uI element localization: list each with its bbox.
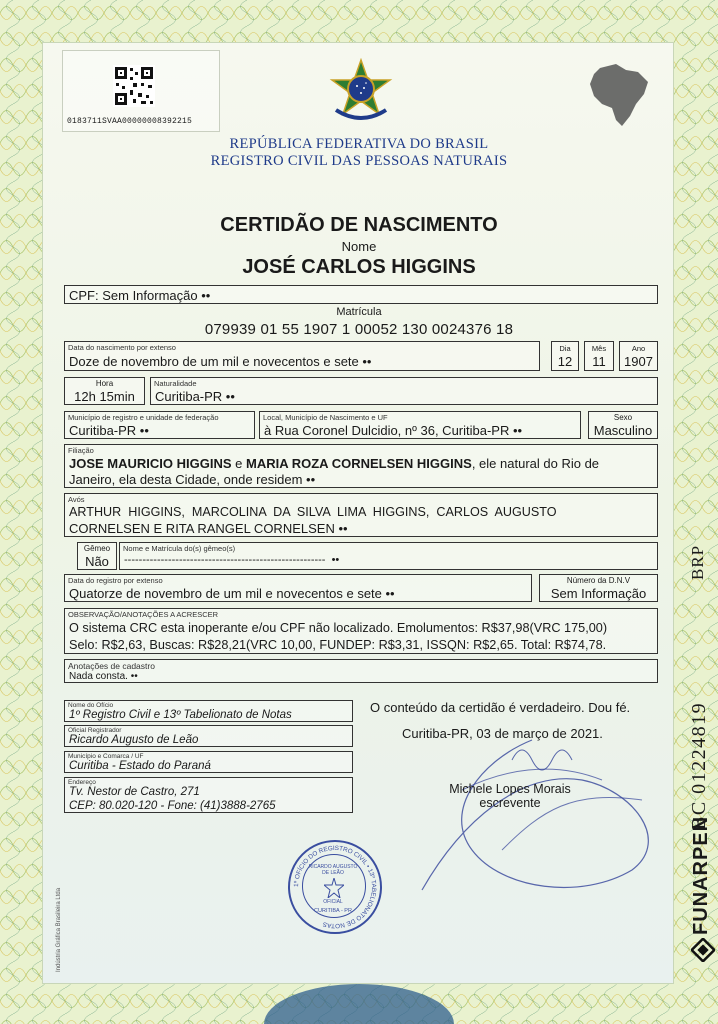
birth-date-value: Doze de novembro de um mil e novecentos e sete •• [69,354,372,369]
birth-date-box [64,341,540,371]
office-name-label: Nome do Ofício [68,702,114,709]
month-value: 11 [592,354,606,369]
naturalidade-box [150,377,658,405]
hour-label: Hora [95,379,114,388]
brazil-map-icon [586,60,654,132]
grandparents-line1: ARTHUR HIGGINS, MARCOLINA DA SILVA LIMA HIGGINS, CARLOS AUGUSTO [69,505,557,519]
cpf-box [64,285,658,304]
seal-ring-path: 1º OFÍCIO DO REGISTRO CIVIL • 13º TABELIONATO DE NOTAS [292,844,378,930]
registration-date-value: Quatorze de novembro de um mil e novecentos e sete •• [69,586,395,601]
hour-value: 12h 15min [74,389,135,404]
naturalidade-value: Curitiba-PR •• [155,389,235,404]
twin-box [77,542,117,570]
filiation-rest: , ele natural do Rio de [471,456,600,471]
registrar-label: Oficial Registrador [68,727,122,734]
birthplace-label: Local, Município de Nascimento e UF [263,413,388,422]
naturalidade-label: Naturalidade [154,379,197,388]
signatory-role: escrevente [479,796,541,810]
seal-center-line1: RICARDO AUGUSTO DE LEÃO [308,864,358,876]
nome-label: Nome [341,239,377,254]
office-name-value: 1º Registro Civil e 13º Tabelionato de Notas [69,709,292,721]
birth-date-label: Data do nascimento por extenso [68,343,176,352]
twin-value: Não [85,554,109,569]
office-seal [288,840,382,934]
dnv-value: Sem Informação [550,586,647,601]
side-funarpen: FUNARPEN [690,815,712,935]
registrar-box [64,725,353,747]
attestation-text: O conteúdo da certidão é verdadeiro. Dou fé. [370,700,631,715]
side-serial: BC 01224819 [688,701,710,830]
registration-date-box [64,574,532,602]
matricula-value: 079939 01 55 1907 1 00052 130 0024376 18 [204,321,514,338]
registration-municipality-value: Curitiba-PR •• [69,423,149,438]
funarpen-logo-icon [691,938,715,962]
signature-scribble [402,700,672,920]
filiation-line1 [69,456,599,471]
annotations-box [64,659,658,683]
header-line1: REPÚBLICA FEDERATIVA DO BRASIL [229,136,489,152]
coat-of-arms-icon [328,58,394,128]
office-municipality-label: Município e Comarca / UF [68,753,144,760]
grandparents-line2: CORNELSEN E RITA RANGEL CORNELSEN •• [69,521,348,536]
filiation-box [64,444,658,488]
mother-name: MARIA ROZA CORNELSEN HIGGINS [246,456,472,471]
office-address-label: Endereço [68,779,96,786]
registration-municipality-label: Município de registro e unidade de federação [68,413,219,422]
grandparents-box [64,493,658,537]
registrant-name: JOSÉ CARLOS HIGGINS [242,256,476,278]
observation-box [64,608,658,654]
sex-label: Sexo [613,413,633,422]
observation-label: OBSERVAÇÃO/ANOTAÇÕES A ACRESCER [68,610,219,619]
place-date-text: Curitiba-PR, 03 de março de 2021. [402,726,603,741]
birthplace-box [259,411,581,439]
qr-code-icon [113,65,155,107]
qr-block [62,50,220,132]
seal-bottom-text: CURITIBA - PR [314,908,352,914]
seal-center-line2: OFICIAL [323,899,343,905]
seal-arms-icon [324,878,344,898]
filiation-label: Filiação [68,446,94,455]
birthplace-value: à Rua Coronel Dulcidio, nº 36, Curitiba-PR •• [264,423,523,438]
sex-box [588,411,658,439]
office-address-box [64,777,353,813]
office-municipality-value: Curitiba - Estado do Paraná [69,760,211,772]
office-name-box [64,700,353,722]
month-label: Mês [591,344,607,353]
observation-line2: Selo: R$2,63, Buscas: R$28,21(VRC 10,00, FUNDEP: R$3,31, ISSQN: R$2,65. Total: R$74,78. [69,638,607,652]
dnv-label: Número da D.N.V [566,576,631,585]
hour-box [64,377,145,405]
sex-value: Masculino [593,423,653,438]
signatory-name: Michele Lopes Morais [449,782,571,796]
registration-municipality-box [64,411,255,439]
office-address-line2: CEP: 80.020-120 - Fone: (41)3888-2765 [69,800,276,812]
twin-label: Gêmeo [83,544,111,553]
printer-note: Indústria Gráfica Brasileira Ltda [56,887,62,972]
month-box [584,341,614,371]
filiation-connector: e [231,456,246,471]
filiation-line2: Janeiro, ela desta Cidade, onde residem •• [69,472,316,487]
year-label: Ano [631,344,646,353]
day-box [551,341,579,371]
header-line2: REGISTRO CIVIL DAS PESSOAS NATURAIS [210,153,508,169]
office-municipality-box [64,751,353,773]
certificate-title: CERTIDÃO DE NASCIMENTO [220,214,498,236]
dnv-box [539,574,658,602]
registration-date-label: Data do registro por extenso [68,576,163,585]
year-box [619,341,658,371]
office-address-line1: Tv. Nestor de Castro, 271 [69,786,200,798]
observation-line1: O sistema CRC esta inoperante e/ou CPF não localizado. Emolumentos: R$37,98(VRC 175,00) [69,621,608,635]
day-label: Dia [559,344,571,353]
twin-name-value: ------------------------------------------------------- •• [124,554,340,566]
annotations-value: Nada consta. •• [69,671,138,682]
day-value: 12 [557,354,573,369]
registrar-value: Ricardo Augusto de Leão [69,734,199,746]
twin-name-box [119,542,658,570]
twin-name-label: Nome e Matrícula do(s) gêmeo(s) [123,544,236,553]
year-value: 1907 [624,354,653,369]
cpf-value: CPF: Sem Informação •• [69,288,211,303]
qr-number: 0183711SVAA00000008392215 [67,117,193,126]
matricula-label: Matrícula [336,306,382,318]
annotations-label: Anotações de cadastro [68,661,155,671]
father-name: JOSE MAURICIO HIGGINS [69,456,232,471]
side-brp: BRP [688,544,707,580]
grandparents-label: Avós [68,495,85,504]
